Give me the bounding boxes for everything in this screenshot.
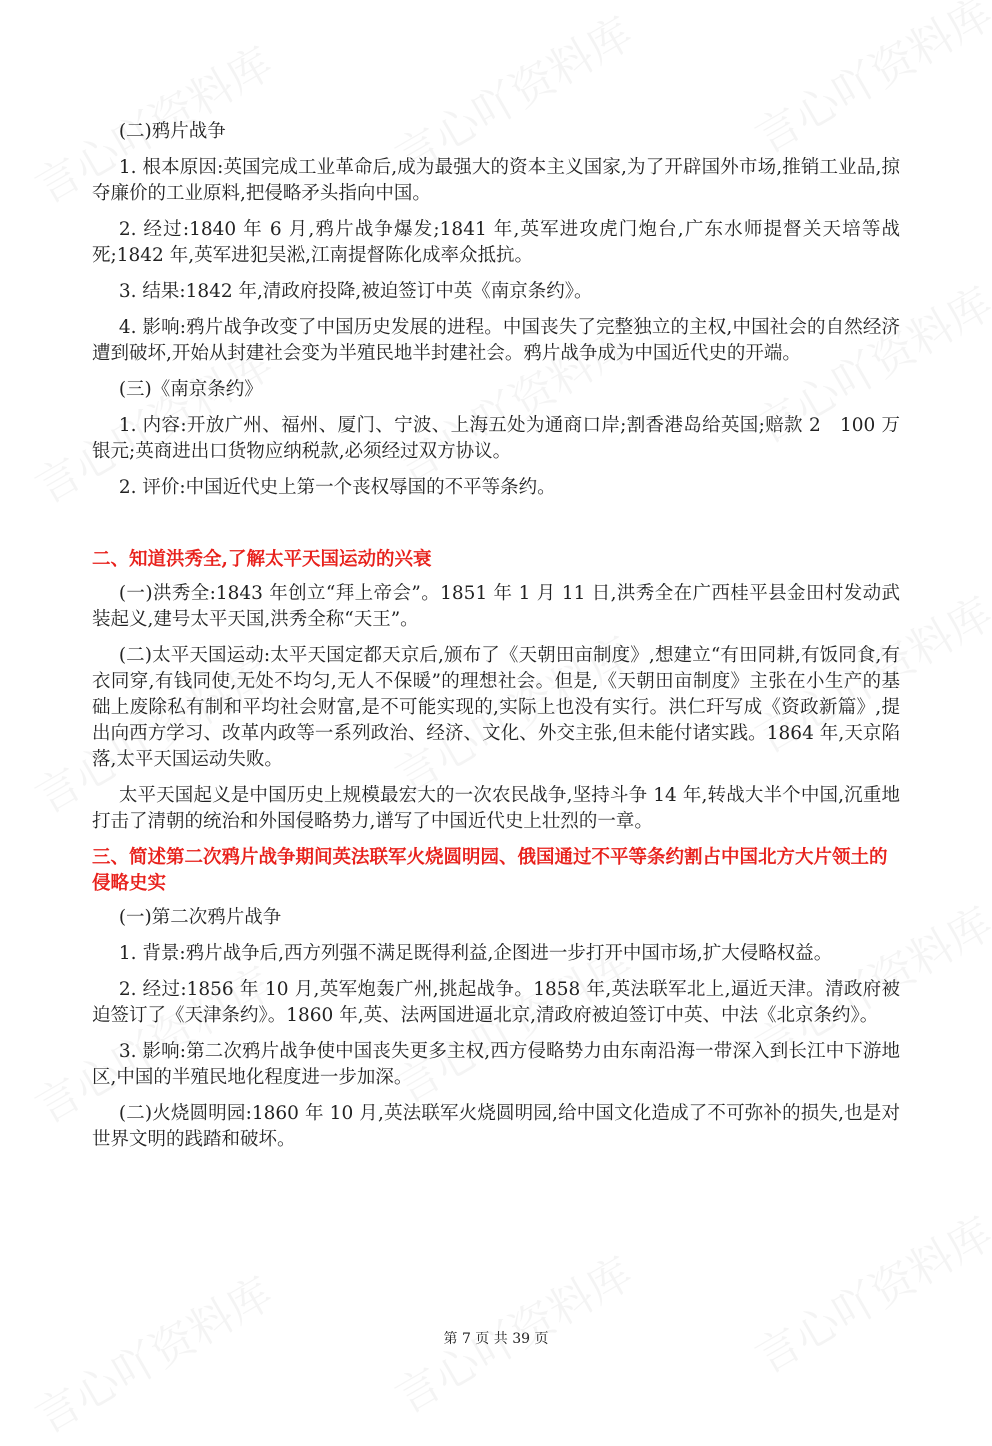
paragraph: 3. 影响:第二次鸦片战争使中国丧失更多主权,西方侵略势力由东南沿海一带深入到长江中下游地区,中国的半殖民地化程度进一步加深。 xyxy=(92,1041,900,1088)
paragraph: 2. 经过:1856 年 10 月,英军炮轰广州,挑起战争。1858 年,英法联军北上,逼近天津。清政府被迫签订了《天津条约》。1860 年,英、法两国进逼北京,清政府被迫签订中英、中法《北京条约》。 xyxy=(92,979,900,1026)
paragraph: (三)《南京条约》 xyxy=(118,379,263,400)
paragraph: (二)鸦片战争 xyxy=(118,121,226,142)
page-footer: 第 7 页 共 39 页 xyxy=(443,1331,549,1347)
section-heading: 二、知道洪秀全,了解太平天国运动的兴衰 xyxy=(92,549,432,570)
paragraph: 太平天国起义是中国历史上规模最宏大的一次农民战争,坚持斗争 14 年,转战大半个中国,沉重地打击了清朝的统治和外国侵略势力,谱写了中国近代史上壮烈的一章。 xyxy=(92,785,900,832)
paragraph: 1. 背景:鸦片战争后,西方列强不满足既得利益,企图进一步打开中国市场,扩大侵略权益。 xyxy=(118,943,833,964)
document-body xyxy=(92,119,900,1163)
paragraph: 2. 经过:1840 年 6 月,鸦片战争爆发;1841 年,英军进攻虎门炮台,广东水师提督关天培等战死;1842 年,英军进犯吴淞,江南提督陈化成率众抵抗。 xyxy=(92,219,900,266)
paragraph: (一)洪秀全:1843 年创立“拜上帝会”。1851 年 1 月 11 日,洪秀全在广西桂平县金田村发动武装起义,建号太平天国,洪秀全称“天王”。 xyxy=(92,583,900,630)
paragraph: 1. 根本原因:英国完成工业革命后,成为最强大的资本主义国家,为了开辟国外市场,推销工业品,掠夺廉价的工业原料,把侵略矛头指向中国。 xyxy=(92,157,900,204)
paragraph: (一)第二次鸦片战争 xyxy=(118,907,282,928)
paragraph: (二)太平天国运动:太平天国定都天京后,颁布了《天朝田亩制度》,想建立“有田同耕,有饭同食,有衣同穿,有钱同使,无处不均匀,无人不保暖”的理想社会。但是,《天朝田亩制度》主张在小生产的基础上废除私有制和平均社会财富,是不可能实现的,实际上也没有实行。洪仁玕写成《资政新篇》,提出向西方学习、改革内政等一系列政治、经济、文化、外交主张,但未能付诸实践。1864 年,天京陷落,太平天国运动失败。 xyxy=(92,645,900,770)
section-heading: 三、简述第二次鸦片战争期间英法联军火烧圆明园、俄国通过不平等条约割占中国北方大片领土的侵略史实 xyxy=(92,847,888,894)
paragraph: 1. 内容:开放广州、福州、厦门、宁波、上海五处为通商口岸;割香港岛给英国;赔款 2 100 万银元;英商进出口货物应纳税款,必须经过双方协议。 xyxy=(92,415,900,462)
watermark-text xyxy=(742,1198,992,1385)
watermark-text xyxy=(22,1258,283,1445)
paragraph: (二)火烧圆明园:1860 年 10 月,英法联军火烧圆明园,给中国文化造成了不可弥补的损失,也是对世界文明的践踏和破坏。 xyxy=(92,1103,900,1150)
paragraph: 4. 影响:鸦片战争改变了中国历史发展的进程。中国丧失了完整独立的主权,中国社会的自然经济遭到破坏,开始从封建社会变为半殖民地半封建社会。鸦片战争成为中国近代史的开端。 xyxy=(92,317,900,364)
paragraph: 3. 结果:1842 年,清政府投降,被迫签订中英《南京条约》。 xyxy=(118,281,593,302)
paragraph: 2. 评价:中国近代史上第一个丧权辱国的不平等条约。 xyxy=(118,477,556,498)
